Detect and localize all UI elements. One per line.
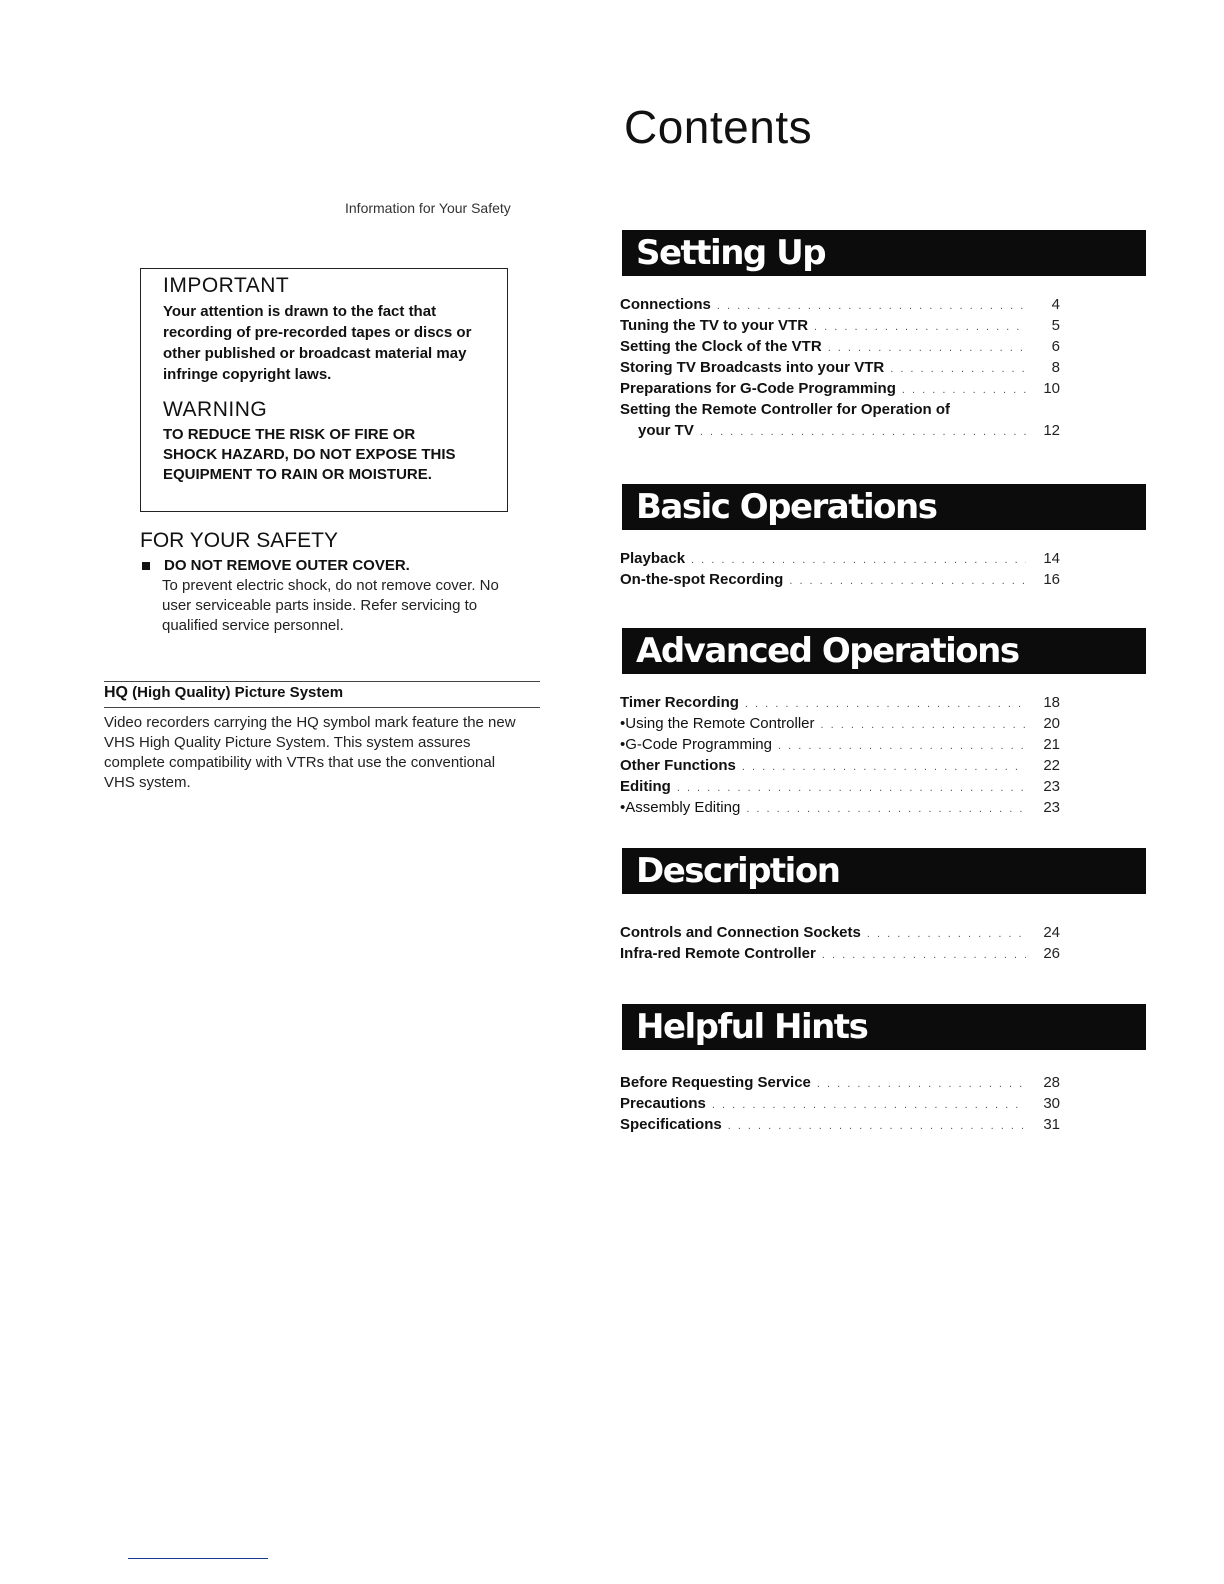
toc-entry-label: Timer Recording	[620, 694, 739, 711]
section-banner-description	[622, 848, 1146, 894]
toc-list-description	[620, 922, 1060, 964]
hq-rule	[104, 707, 540, 708]
safety-item-title: DO NOT REMOVE OUTER COVER.	[164, 557, 410, 574]
toc-entry-page: 28	[1043, 1074, 1060, 1091]
safety-item	[140, 556, 520, 576]
important-text: Your attention is drawn to the fact that recording of pre-recorded tapes or discs or other published or broadcast material may infringe copyright laws.	[163, 303, 472, 383]
toc-list-helpful-hints	[620, 1072, 1060, 1135]
section-banner-basic-operations	[622, 484, 1146, 530]
dot-leader	[745, 695, 1026, 713]
dot-leader	[828, 339, 1026, 357]
safety-heading: FOR YOUR SAFETY	[140, 529, 338, 552]
footer-rule	[128, 1558, 268, 1559]
section-banner-label: Helpful Hints	[636, 1007, 868, 1047]
toc-entry-page: 31	[1043, 1116, 1060, 1133]
page-title: Contents	[624, 101, 813, 153]
section-banner-label: Basic Operations	[636, 487, 937, 527]
toc-entry[interactable]	[620, 1114, 1060, 1135]
dot-leader	[902, 381, 1026, 399]
dot-leader	[814, 318, 1026, 336]
toc-entry-page: 8	[1051, 359, 1060, 376]
toc-entry[interactable]	[620, 294, 1060, 315]
warning-heading: WARNING	[163, 398, 268, 421]
toc-entry[interactable]	[620, 734, 1060, 755]
dot-leader	[677, 779, 1026, 797]
toc-entry[interactable]	[620, 548, 1060, 569]
toc-entry-label: Tuning the TV to your VTR	[620, 317, 809, 334]
toc-entry-label: Preparations for G-Code Programming	[620, 380, 896, 397]
square-bullet-icon	[142, 562, 150, 570]
toc-entry-page: 5	[1051, 317, 1060, 334]
toc-entry-page: 6	[1051, 338, 1060, 355]
toc-entry-label: Connections	[620, 296, 711, 313]
section-banner-label: Description	[636, 851, 840, 891]
hq-heading-text: (High Quality) Picture System	[132, 684, 344, 701]
toc-entry-continuation: your TV	[638, 422, 694, 439]
toc-list-advanced-operations	[620, 692, 1060, 818]
toc-entry[interactable]	[620, 378, 1060, 399]
toc-entry-label: Infra-red Remote Controller	[620, 945, 816, 962]
section-banner-label: Setting Up	[636, 233, 826, 273]
toc-entry-label: Storing TV Broadcasts into your VTR	[620, 359, 885, 376]
toc-entry-page: 18	[1043, 694, 1060, 711]
dot-leader	[746, 800, 1026, 818]
for-your-safety-section	[140, 528, 520, 636]
dot-leader	[717, 297, 1026, 315]
toc-entry-page: 21	[1043, 736, 1060, 753]
toc-entry-page: 30	[1043, 1095, 1060, 1112]
toc-entry-page: 26	[1043, 945, 1060, 962]
toc-list-setting-up	[620, 294, 1060, 441]
toc-entry[interactable]	[620, 420, 1060, 441]
dot-leader	[700, 423, 1026, 441]
safety-caption: Information for Your Safety	[345, 200, 511, 216]
dot-leader	[691, 551, 1026, 569]
toc-entry[interactable]	[620, 1072, 1060, 1093]
important-notice-box	[140, 268, 508, 512]
toc-entry[interactable]	[620, 315, 1060, 336]
section-banner-label: Advanced Operations	[636, 631, 1019, 671]
toc-entry-label: Editing	[620, 778, 671, 795]
toc-entry-page: 14	[1043, 550, 1060, 567]
toc-entry-label: Before Requesting Service	[620, 1074, 811, 1091]
dot-leader	[890, 360, 1026, 378]
toc-entry-label: On-the-spot Recording	[620, 571, 784, 588]
toc-entry-label[interactable]: Setting the Remote Controller for Operation of	[620, 401, 951, 418]
toc-entry[interactable]	[620, 569, 1060, 590]
toc-entry-label: •Using the Remote Controller	[620, 715, 815, 732]
toc-entry[interactable]	[620, 357, 1060, 378]
dot-leader	[817, 1075, 1026, 1093]
dot-leader	[822, 946, 1026, 964]
toc-entry-page: 20	[1043, 715, 1060, 732]
toc-entry[interactable]	[620, 692, 1060, 713]
toc-entry-page: 4	[1051, 296, 1060, 313]
toc-entry-label: Specifications	[620, 1116, 722, 1133]
toc-entry-label: Playback	[620, 550, 686, 567]
hq-body: Video recorders carrying the HQ symbol mark feature the new VHS High Quality Picture System. This system assures complete compatibility with VTRs that use the conventional VHS system.	[104, 714, 516, 791]
toc-entry-label: Setting the Clock of the VTR	[620, 338, 822, 355]
toc-entry-page: 23	[1043, 778, 1060, 795]
section-banner-setting-up	[622, 230, 1146, 276]
toc-entry[interactable]	[620, 336, 1060, 357]
toc-entry[interactable]	[620, 943, 1060, 964]
toc-entry-label: •Assembly Editing	[620, 799, 741, 816]
dot-leader	[712, 1096, 1026, 1114]
toc-entry[interactable]	[620, 1093, 1060, 1114]
dot-leader	[742, 758, 1026, 776]
hq-mark: HQ	[104, 684, 128, 701]
toc-entry[interactable]	[620, 797, 1060, 818]
toc-entry-page: 10	[1043, 380, 1060, 397]
toc-entry-page: 16	[1043, 571, 1060, 588]
dot-leader	[778, 737, 1026, 755]
toc-entry-label: Precautions	[620, 1095, 706, 1112]
hq-heading	[104, 684, 343, 702]
section-banner-helpful-hints	[622, 1004, 1146, 1050]
toc-entry-label: •G-Code Programming	[620, 736, 772, 753]
dot-leader	[867, 925, 1026, 943]
toc-entry-page: 12	[1043, 422, 1060, 439]
hq-top-rule	[104, 681, 540, 682]
warning-text: TO REDUCE THE RISK OF FIRE OR SHOCK HAZARD, DO NOT EXPOSE THIS EQUIPMENT TO RAIN OR MOISTURE.	[163, 426, 456, 483]
toc-entry-label: Controls and Connection Sockets	[620, 924, 861, 941]
toc-entry[interactable]	[620, 713, 1060, 734]
section-banner-advanced-operations	[622, 628, 1146, 674]
safety-item-body: To prevent electric shock, do not remove cover. No user serviceable parts inside. Refer servicing to qualified service personnel.	[162, 577, 499, 634]
important-heading: IMPORTANT	[163, 274, 290, 297]
toc-list-basic-operations	[620, 548, 1060, 590]
dot-leader	[789, 572, 1026, 590]
toc-entry-label: Other Functions	[620, 757, 736, 774]
toc-entry[interactable]	[620, 776, 1060, 797]
toc-entry[interactable]	[620, 755, 1060, 776]
toc-entry[interactable]	[620, 922, 1060, 943]
toc-entry-page: 22	[1043, 757, 1060, 774]
toc-entry-page: 23	[1043, 799, 1060, 816]
toc-entry-page: 24	[1043, 924, 1060, 941]
dot-leader	[821, 716, 1026, 734]
dot-leader	[728, 1117, 1026, 1135]
